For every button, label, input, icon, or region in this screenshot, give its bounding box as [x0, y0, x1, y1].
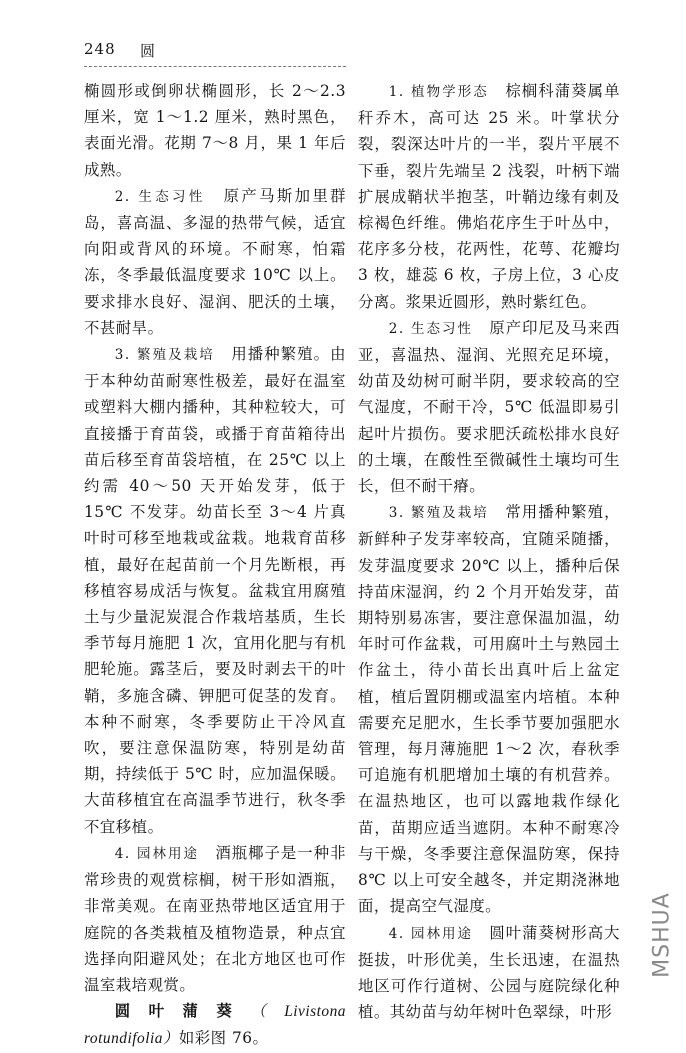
- species-name: 圆叶蒲葵: [114, 1002, 251, 1021]
- paragraph-text: 原产马斯加里群岛，喜高温、多湿的热带气候，适宜向阳或背风的环境。不耐寒，怕霜冻，冬季最低温度要求 10℃ 以上。要求排水良好、湿润、肥沃的土壤，不甚耐旱。: [84, 186, 346, 337]
- paragraph-ecology: [84, 183, 346, 341]
- right-column: [358, 78, 620, 1025]
- left-column: [84, 78, 346, 1053]
- species-latin-name: （Livistona rotundifolia）: [84, 1003, 346, 1048]
- species-figure-ref: 如彩图 76。: [178, 1029, 269, 1048]
- page-number: 248: [84, 40, 116, 58]
- paragraph-landscape-use: [84, 840, 346, 998]
- paragraph-fruit-description: 椭圆形或倒卵状椭圆形，长 2～2.3 厘米，宽 1～1.2 厘米，熟时黑色，表面光滑。花期 7～8 月，果 1 年后成熟。: [84, 82, 346, 179]
- running-title: 圆: [140, 42, 156, 60]
- paragraph-text: 圆叶蒲葵树形高大挺拔，叶形优美，生长迅速，在温热地区可作行道树、公园与庭院绿化种植。其幼苗与幼年树叶色翠绿，叶形: [358, 923, 620, 1022]
- section-label: 2. 生态习性: [388, 320, 473, 337]
- section-label: 4. 园林用途: [388, 925, 473, 942]
- page-header: [84, 40, 346, 72]
- paragraph-text: 原产印尼及马来西亚，喜温热、湿润、光照充足环境，幼苗及幼树可耐半阴，要求较高的空气湿度，不耐干冷，5℃ 低温即易引起叶片损伤。要求肥沃疏松排水良好的土壤，在酸性至微碱性土壤均可生长，但不耐干瘠。: [358, 318, 620, 496]
- paragraph-morphology: [358, 78, 620, 315]
- species-heading: [84, 998, 346, 1052]
- section-label: 1. 植物学形态: [388, 84, 489, 100]
- paragraph-text: 酒瓶椰子是一种非常珍贵的观赏棕榈，树干形如酒瓶，非常美观。在南亚热带地区适宜用于庭院的各类栽植及植物造景，种点宜选择向阳避风处；在北方地区也可作温室栽培观赏。: [84, 843, 346, 994]
- section-label: 4. 园林用途: [114, 845, 199, 862]
- section-label: 3. 繁殖及栽培: [388, 505, 489, 522]
- paragraph-text: 棕榈科蒲葵属单秆乔木，高可达 25 米。叶掌状分裂，裂深达叶片的一半，裂片平展不下垂，裂片先端呈 2 浅裂，叶柄下端扩展成鞘状半抱茎，叶鞘边缘有刺及棕褐色纤维。佛焰花序生于叶丛中，花序多分枝，花两性，花萼、花瓣均 3 枚，雄蕊 6 枚，子房上位，3 心皮分离。浆果近圆形，熟时紫红色。: [358, 82, 620, 311]
- paragraph-text: 用播种繁殖。由于本种幼苗耐寒性极差，最好在温室或塑料大棚内播种，其种粒较大，可直接播于育苗袋，或播于育苗箱待出苗后移至育苗袋培植，在 25℃ 以上约需 40～50 天开始发芽，低于 15℃ 不发芽。幼苗长至 3～4 片真叶时可移至地栽或盆栽。地栽育苗移植，最好在起苗前一个月先断根，再移植容易成活与恢复。盆栽宜用腐殖土与少量泥炭混合作栽培基质，生长季节每月施肥 1 次，宜用化肥与有机肥轮施。露茎后，要及时剥去干的叶鞘，多施含磷、钾肥可促茎的发育。本种不耐寒，冬季要防止干冷风直吹，要注意保温防寒，特别是幼苗期，持续低于 5℃ 时，应加温保暖。大苗移植宜在高温季节进行，秋冬季不宜移植。: [84, 345, 346, 836]
- header-rule: [84, 66, 346, 67]
- section-label: 3. 繁殖及栽培: [114, 347, 215, 364]
- paragraph-landscape-use: [358, 920, 620, 1026]
- watermark: [642, 880, 682, 990]
- section-label: 2. 生态习性: [114, 188, 206, 205]
- paragraph-propagation: [84, 341, 346, 840]
- paragraph-text: 常用播种繁殖，新鲜种子发芽率较高，宜随采随播，发芽温度要求 20℃ 以上，播种后保持苗床湿润，约 2 个月开始发芽，苗期特别易冻害，要注意保温加温，幼年时可作盆栽，可用腐叶土与熟园土作盆土，待小苗长出真叶后上盆定植，植后置阴棚或温室内培植。本种需要充足肥水，生长季节要加强肥水管理，每月薄施肥 1～2 次，春秋季可追施有机肥增加土壤的有机营养。在温热地区，也可以露地栽作绿化苗，苗期应适当遮阴。本种不耐寒冷与干燥，冬季要注意保温防寒，保持 8℃ 以上可安全越冬，并定期浇淋地面，提高空气湿度。: [358, 503, 620, 916]
- paragraph-propagation: [358, 499, 620, 919]
- paragraph-ecology: [358, 315, 620, 499]
- watermark-text: MSHUA: [649, 892, 675, 978]
